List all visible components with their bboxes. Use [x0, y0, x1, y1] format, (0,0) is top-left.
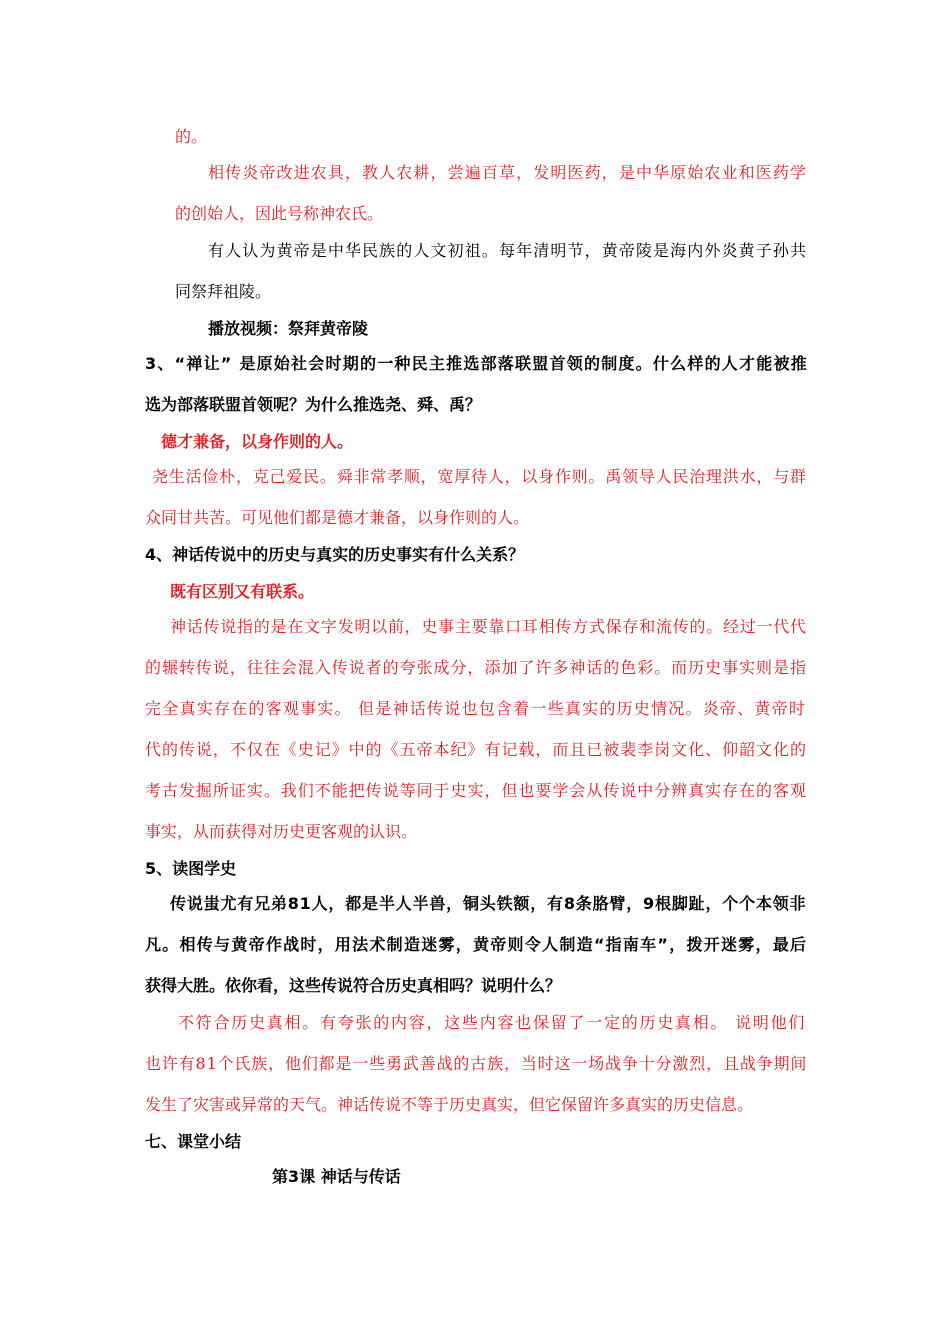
text-line: 发生了灾害或异常的天气。神话传说不等于历史真实，但它保留许多真实的历史信息。 — [145, 1095, 754, 1114]
answer-heading: 既有区别又有联系。 — [170, 582, 315, 601]
text-line: 事实，从而获得对历史更客观的认识。 — [145, 822, 418, 841]
question-heading: 3、“禅让” 是原始社会时期的一种民主推选部落联盟首领的制度。什么样的人才能被推 — [145, 354, 808, 373]
text-line: 相传炎帝改进农具，教人农耕，尝遍百草，发明医药，是中华原始农业和医药学 — [208, 163, 808, 182]
text-line: 的辗转传说，往往会混入传说者的夸张成分，添加了许多神话的色彩。而历史事实则是指 — [145, 658, 807, 677]
section-subheading: 播放视频：祭拜黄帝陵 — [208, 319, 369, 338]
text-line: 传说蚩尤有兄弟81人，都是半人半兽，铜头铁额，有8条胳臂，9根脚趾，个个本领非 — [170, 894, 807, 913]
text-line: 尧生活俭朴，克己爱民。舜非常孝顺，宽厚待人，以身作则。禹领导人民治理洪水，与群 — [152, 467, 807, 486]
text-line: 不符合历史真相。有夸张的内容，这些内容也保留了一定的历史真相。 说明他们 — [178, 1013, 807, 1032]
text-line: 考古发掘所证实。我们不能把传说等同于史实，但也要学会从传说中分辨真实存在的客观 — [145, 781, 807, 800]
text-line: 的。 — [175, 127, 208, 146]
question-heading: 5、读图学史 — [145, 859, 237, 878]
text-line: 完全真实存在的客观事实。 但是神话传说也包含着一些真实的历史情况。炎帝、黄帝时 — [145, 699, 807, 718]
text-line: 神话传说指的是在文字发明以前，史事主要靠口耳相传方式保存和流传的。经过一代代 — [170, 617, 807, 636]
text-line: 同祭拜祖陵。 — [175, 282, 272, 301]
text-line: 凡。相传与黄帝作战时，用法术制造迷雾，黄帝则令人制造“指南车”，拨开迷雾，最后 — [145, 935, 808, 954]
text-line: 的创始人，因此号称神农氏。 — [175, 204, 384, 223]
text-line: 代的传说，不仅在《史记》中的《五帝本纪》有记载，而且已被裴李岗文化、仰韶文化的 — [145, 740, 807, 759]
text-line: 众同甘共苦。可见他们都是德才兼备，以身作则的人。 — [145, 508, 530, 527]
text-line: 获得大胜。依你看，这些传说符合历史真相吗？说明什么？ — [145, 976, 562, 995]
section-heading: 七、课堂小结 — [145, 1132, 242, 1151]
question-heading: 4、神话传说中的历史与真实的历史事实有什么关系？ — [145, 545, 525, 564]
answer-heading: 德才兼备，以身作则的人。 — [161, 432, 354, 451]
text-line: 也许有81个氏族，他们都是一些勇武善战的古族，当时这一场战争十分激烈，且战争期间 — [145, 1054, 808, 1073]
lesson-title: 第3课 神话与传话 — [272, 1167, 401, 1186]
question-heading: 选为部落联盟首领呢？为什么推选尧、舜、禹？ — [145, 395, 482, 414]
text-line: 有人认为黄帝是中华民族的人文初祖。每年清明节，黄帝陵是海内外炎黄子孙共 — [208, 241, 808, 260]
